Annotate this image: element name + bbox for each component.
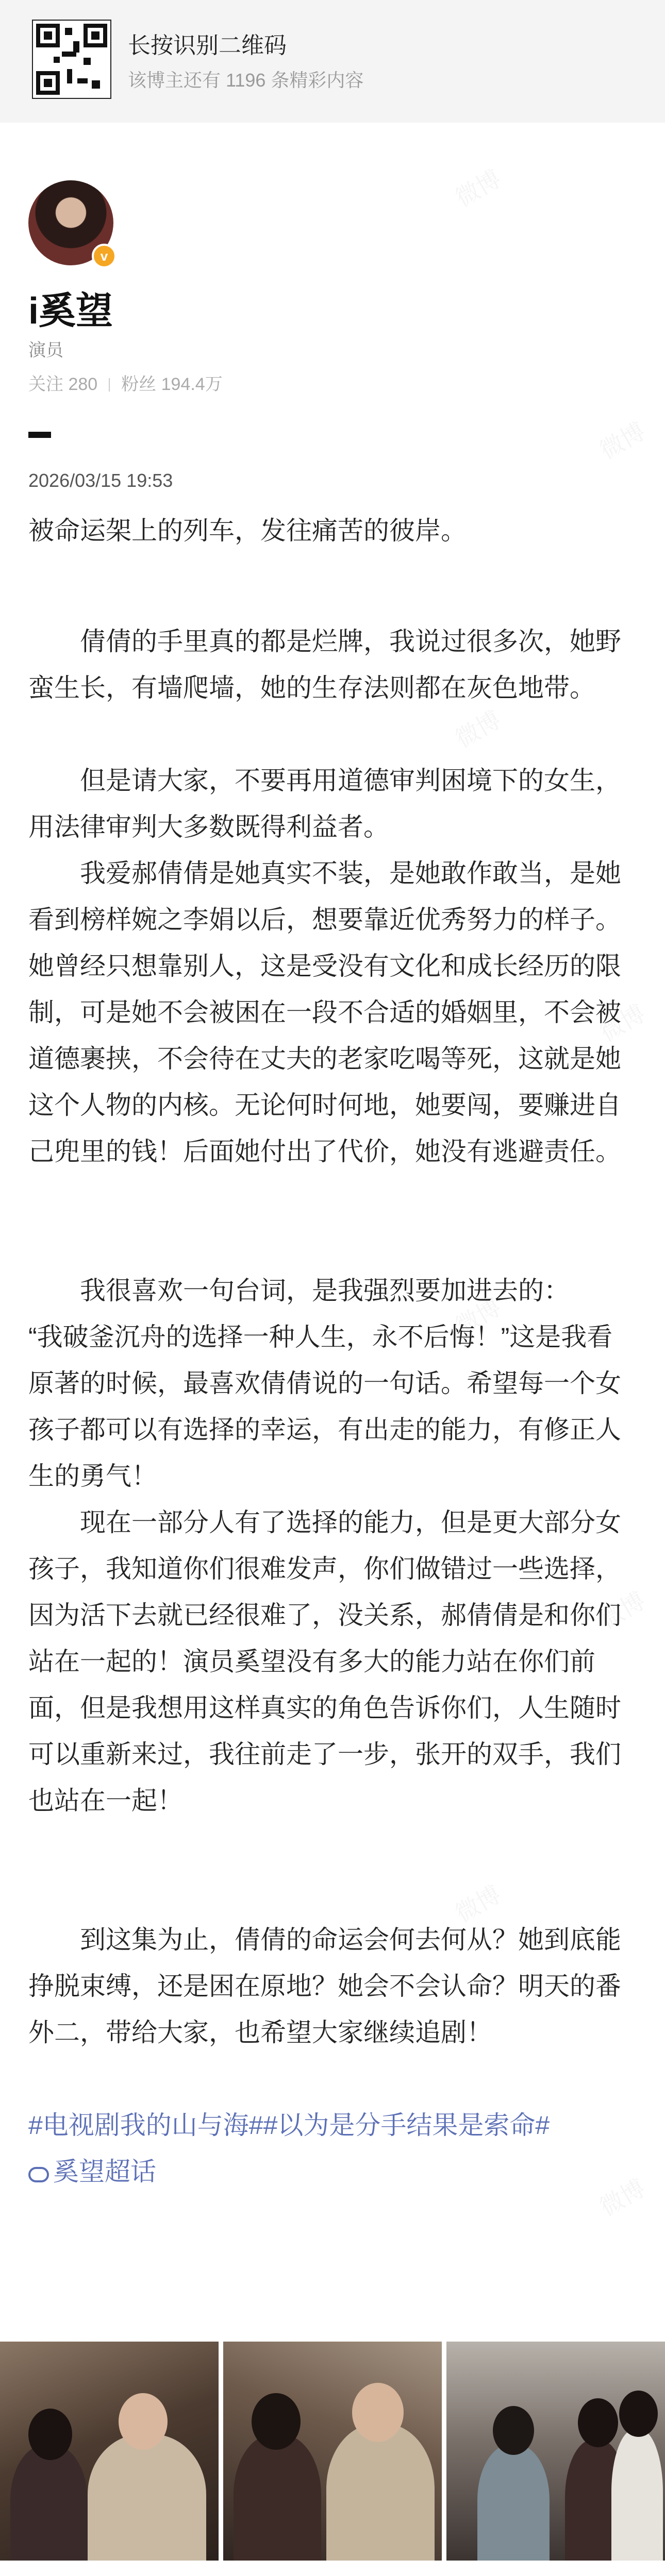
post-photo-1[interactable] <box>0 2342 219 2561</box>
supertopic-label: 奚望超话 <box>53 2157 156 2186</box>
user-role: 演员 <box>28 341 63 360</box>
post-paragraph-1: 被命运架上的列车，发往痛苦的彼岸。 <box>28 516 467 545</box>
followers-count: 粉丝 194.4万 <box>121 375 223 394</box>
post-paragraph-8: 到这集为止，倩倩的命运会何去何从？她到底能挣脱束缚，还是困在原地？她会不会认命？明天的番外二，带给大家，也希望大家继续追剧！ <box>28 1925 621 2047</box>
username[interactable]: i奚望 <box>28 291 113 332</box>
post-photo-2[interactable] <box>223 2342 442 2561</box>
user-stats <box>28 370 223 395</box>
post-paragraph-7: 现在一部分人有了选择的能力，但是更大部分女孩子，我知道你们很难发声，你们做错过一些选择，因为活下去就已经很难了，没关系，郝倩倩是和你们站在一起的！演员奚望没有多大的能力站在你们前面，但是我想用这样真实的角色告诉你们，人生随时可以重新来过，我往前走了一步，张开的双手，我们也站在一起！ <box>28 1508 621 1815</box>
post-paragraph-3: 但是请大家，不要再用道德审判困境下的女生，用法律审判大多数既得利益者。 <box>28 766 621 841</box>
supertopic-link[interactable] <box>28 2148 642 2195</box>
qr-banner-subtitle: 该博主还有 1196 条精彩内容 <box>128 70 364 91</box>
post-paragraph-4: 我爱郝倩倩是她真实不装，是她敢作敢当，是她看到榜样婉之李娟以后，想要靠近优秀努力的样子。她曾经只想靠别人，这是受没有文化和成长经历的限制，可是她不会被困在一段不合适的婚姻里，不会被道德裹挟，不会待在丈夫的老家吃喝等死，这就是她这个人物的内核。无论何时何地，她要闯，要赚进自己兜里的钱！后面她付出了代价，她没有逃避责任。 <box>28 859 621 1166</box>
section-divider <box>28 432 51 438</box>
supertopic-icon <box>28 2167 49 2182</box>
post-date: 2026/03/15 19:53 <box>28 470 173 491</box>
watermark-text <box>593 413 651 466</box>
post-photo-3[interactable] <box>446 2342 665 2561</box>
post-paragraph-2: 倩倩的手里真的都是烂牌，我说过很多次，她野蛮生长，有墙爬墙，她的生存法则都在灰色地带。 <box>28 627 621 702</box>
qr-banner-title: 长按识别二维码 <box>128 33 287 58</box>
following-count: 关注 280 <box>28 375 98 394</box>
post-paragraph-5: 我很喜欢一句台词，是我强烈要加进去的： <box>80 1276 570 1305</box>
post-paragraph-6: “我破釜沉舟的选择一种人生，永不后悔！”这是我看原著的时候，最喜欢倩倩说的一句话。希望每一个女孩子都可以有选择的幸运，有出走的能力，有修正人生的勇气！ <box>28 1323 621 1490</box>
verified-badge-icon: v <box>92 244 117 268</box>
watermark-text <box>448 160 507 213</box>
post-hashtags[interactable]: #电视剧我的山与海##以为是分手结果是索命# <box>28 2111 550 2140</box>
stats-divider <box>109 378 110 392</box>
qr-code-icon[interactable] <box>32 20 111 99</box>
